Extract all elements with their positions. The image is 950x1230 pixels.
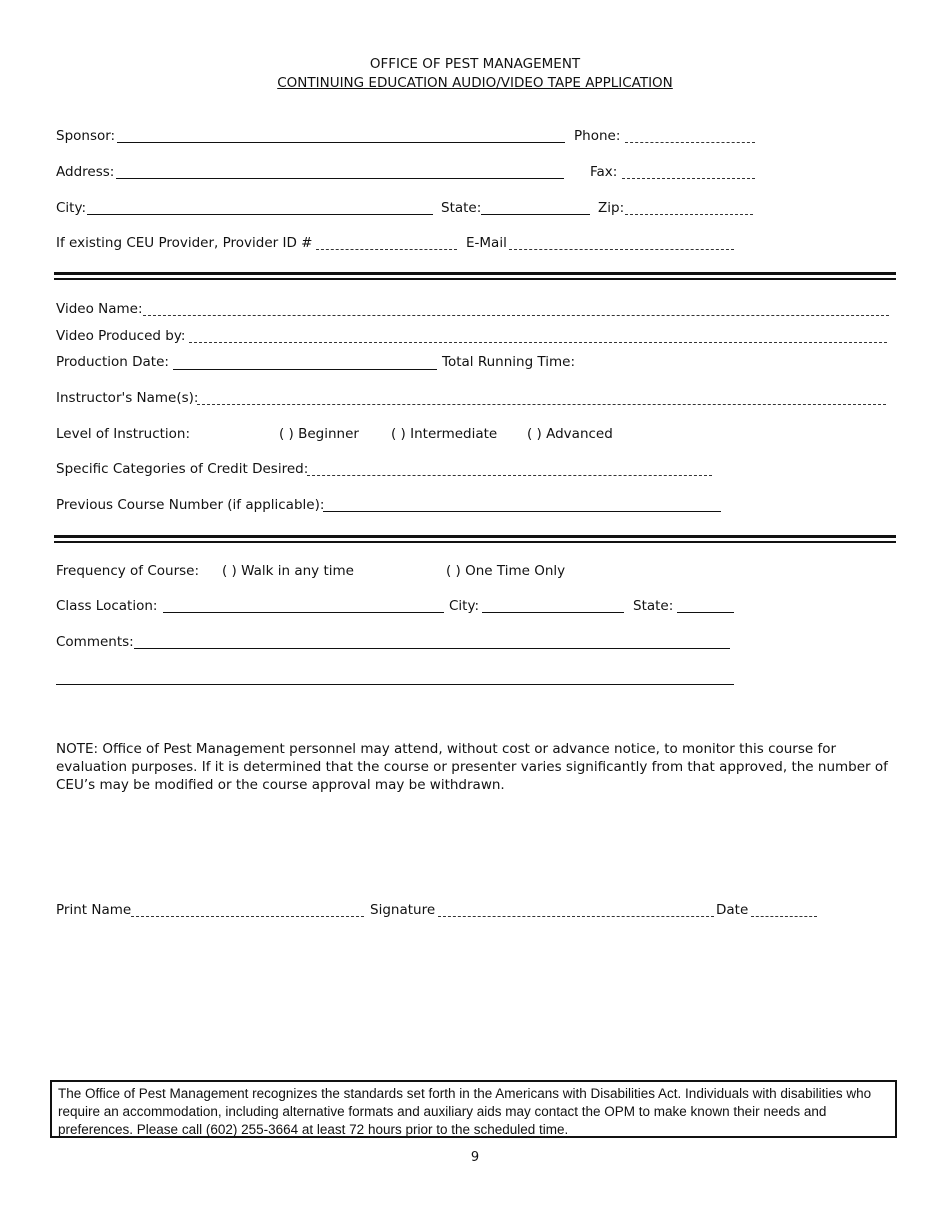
- sponsor-label: Sponsor:: [56, 128, 116, 144]
- city-label: City:: [56, 200, 87, 216]
- class-city-field[interactable]: [482, 612, 624, 613]
- comments-label: Comments:: [56, 634, 134, 650]
- frequency-walk-in-option[interactable]: ( ) Walk in any time: [222, 563, 354, 579]
- level-label: Level of Instruction:: [56, 426, 191, 442]
- production-date-field[interactable]: [173, 369, 437, 370]
- comments-field[interactable]: [134, 648, 730, 649]
- fax-field[interactable]: [622, 178, 755, 179]
- section-divider: [54, 272, 896, 280]
- page-number: 9: [470, 1150, 480, 1165]
- signature-field[interactable]: [438, 916, 714, 917]
- level-advanced-option[interactable]: ( ) Advanced: [527, 426, 613, 442]
- comments-field-line-2[interactable]: [56, 684, 734, 685]
- address-field[interactable]: [116, 178, 564, 179]
- print-name-label: Print Name: [56, 902, 132, 918]
- phone-field[interactable]: [625, 142, 755, 143]
- provider-id-field[interactable]: [316, 249, 457, 250]
- form-title: CONTINUING EDUCATION AUDIO/VIDEO TAPE APPLICATION: [277, 75, 673, 91]
- categories-label: Specific Categories of Credit Desired:: [56, 461, 309, 477]
- state-label: State:: [441, 200, 482, 216]
- class-state-label: State:: [633, 598, 674, 614]
- video-name-label: Video Name:: [56, 301, 143, 317]
- production-date-label: Production Date:: [56, 354, 169, 370]
- print-name-field[interactable]: [131, 916, 364, 917]
- office-title: OFFICE OF PEST MANAGEMENT: [369, 56, 581, 72]
- state-field[interactable]: [481, 214, 590, 215]
- monitoring-note: NOTE: Office of Pest Management personnel may attend, without cost or advance notice, to monitor this course for evaluation purposes. If it is determined that the course or presenter varies significantly from that approved, the number of CEU’s may be modified or the course approval may be withdrawn.: [56, 741, 888, 793]
- zip-field[interactable]: [625, 214, 753, 215]
- sponsor-field[interactable]: [117, 142, 565, 143]
- frequency-one-time-option[interactable]: ( ) One Time Only: [446, 563, 566, 579]
- phone-label: Phone:: [574, 128, 621, 144]
- class-location-label: Class Location:: [56, 598, 158, 614]
- categories-field[interactable]: [307, 475, 712, 476]
- provider-id-label: If existing CEU Provider, Provider ID #: [56, 235, 313, 251]
- city-field[interactable]: [87, 214, 433, 215]
- date-field[interactable]: [751, 916, 817, 917]
- signature-label: Signature: [370, 902, 436, 918]
- instructors-field[interactable]: [197, 404, 886, 405]
- class-location-field[interactable]: [163, 612, 444, 613]
- video-name-field[interactable]: [143, 315, 889, 316]
- ada-notice-box: [50, 1080, 897, 1138]
- section-divider: [54, 535, 896, 543]
- previous-course-field[interactable]: [323, 511, 721, 512]
- email-label: E-Mail: [466, 235, 507, 251]
- fax-label: Fax:: [590, 164, 618, 180]
- level-beginner-option[interactable]: ( ) Beginner: [279, 426, 359, 442]
- ada-notice-text: The Office of Pest Management recognizes the standards set forth in the Americans with Disabilities Act. Individuals with disabilities who require an accommodation, including alternative formats and auxiliary aids may contact the OPM to make known their needs and preferences. Please call (602) 255-3664 at least 72 hours prior to the scheduled time.: [58, 1086, 872, 1137]
- level-intermediate-option[interactable]: ( ) Intermediate: [391, 426, 498, 442]
- class-state-field[interactable]: [677, 612, 734, 613]
- frequency-label: Frequency of Course:: [56, 563, 200, 579]
- address-label: Address:: [56, 164, 115, 180]
- date-label: Date: [716, 902, 749, 918]
- running-time-label: Total Running Time:: [442, 354, 576, 370]
- produced-by-label: Video Produced by:: [56, 328, 186, 344]
- class-city-label: City:: [449, 598, 480, 614]
- previous-course-label: Previous Course Number (if applicable):: [56, 497, 325, 513]
- email-field[interactable]: [509, 249, 734, 250]
- zip-label: Zip:: [598, 200, 625, 216]
- instructors-label: Instructor's Name(s):: [56, 390, 199, 406]
- produced-by-field[interactable]: [189, 342, 887, 343]
